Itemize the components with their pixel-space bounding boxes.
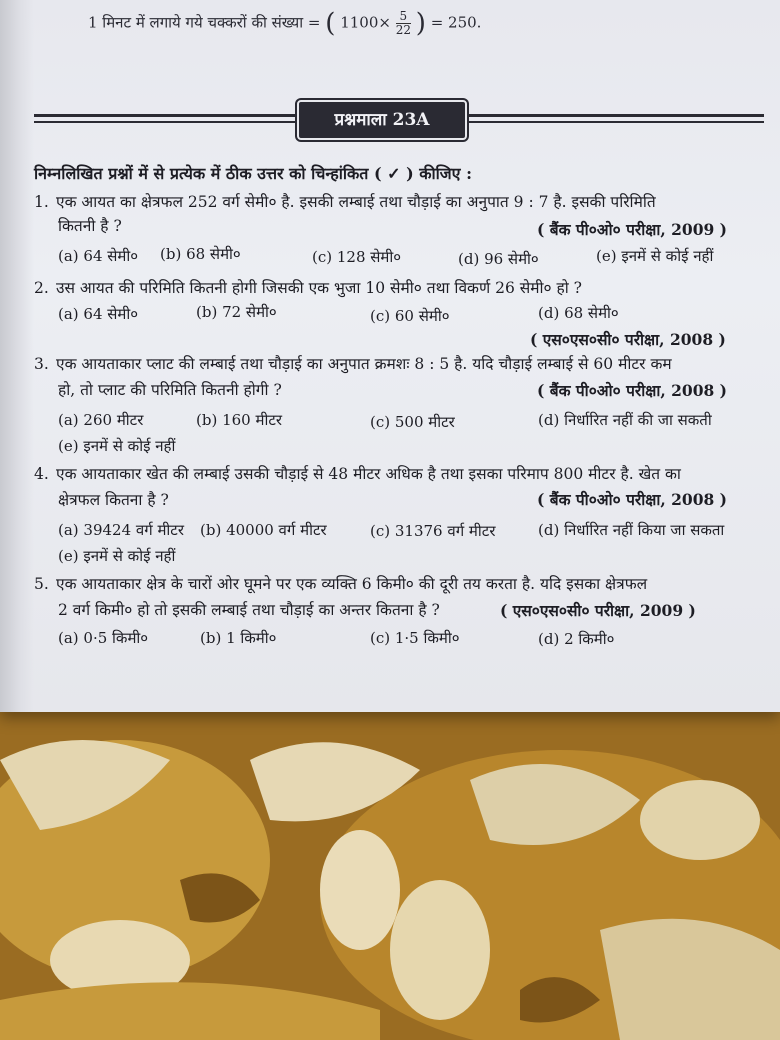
question-text: एक आयताकार खेत की लम्बाई उसकी चौड़ाई से 48 मीटर अधिक है तथा इसका परिमाप 800 मीटर है. खेत का: [56, 465, 681, 483]
q3-option-a: (a) 260 मीटर: [58, 411, 144, 429]
q3-option-b: (b) 160 मीटर: [196, 411, 283, 429]
q2-option-c: (c) 60 सेमी०: [370, 307, 450, 325]
question-number: 3.: [34, 355, 49, 373]
question-4-source: ( बैंक पी०ओ० परीक्षा, 2008 ): [537, 490, 728, 509]
section-title: प्रश्नमाला 23A: [297, 100, 467, 140]
fraction-numerator: 5: [396, 10, 411, 24]
question-5-line-2: 2 वर्ग किमी० हो तो इसकी लम्बाई तथा चौड़ाई का अन्तर कितना है ?: [58, 601, 440, 619]
fraction-denominator: 22: [395, 23, 411, 37]
q5-option-b: (b) 1 किमी०: [200, 629, 277, 647]
question-1-line-1: [34, 192, 656, 212]
question-number: 4.: [34, 465, 49, 483]
solution-factor: 1100×: [340, 13, 391, 32]
question-text: एक आयत का क्षेत्रफल 252 वर्ग सेमी० है. इसकी लम्बाई तथा चौड़ाई का अनुपात 9 : 7 है. इसकी परिमिति: [56, 193, 656, 211]
question-number: 2.: [34, 279, 49, 297]
q1-option-a: (a) 64 सेमी०: [58, 247, 139, 265]
q1-option-d: (d) 96 सेमी०: [458, 250, 539, 268]
question-text: एक आयताकार क्षेत्र के चारों ओर घूमने पर एक व्यक्ति 6 किमी० की दूरी तय करता है. यदि इसका क्षेत्रफल: [56, 575, 648, 593]
question-4-line-2: क्षेत्रफल कितना है ?: [58, 491, 169, 509]
q5-option-a: (a) 0·5 किमी०: [58, 629, 149, 647]
question-1-source: ( बैंक पी०ओ० परीक्षा, 2009 ): [537, 220, 728, 239]
paren-open: (: [325, 8, 336, 39]
question-4-line-1: [34, 464, 681, 484]
q4-option-d: (d) निर्धारित नहीं किया जा सकता: [538, 521, 725, 539]
q4-option-e: (e) इनमें से कोई नहीं: [58, 547, 176, 565]
q3-option-d: (d) निर्धारित नहीं की जा सकती: [538, 411, 712, 429]
previous-solution-line: [88, 10, 481, 37]
q4-option-c: (c) 31376 वर्ग मीटर: [370, 522, 496, 540]
solution-result: = 250.: [430, 13, 482, 32]
q3-option-c: (c) 500 मीटर: [370, 413, 455, 431]
q2-option-a: (a) 64 सेमी०: [58, 305, 139, 323]
q5-option-d: (d) 2 किमी०: [538, 630, 615, 648]
question-3-line-1: [34, 354, 672, 374]
question-3-line-2: हो, तो प्लाट की परिमिति कितनी होगी ?: [58, 381, 282, 399]
q1-option-e: (e) इनमें से कोई नहीं: [596, 247, 714, 265]
q2-option-d: (d) 68 सेमी०: [538, 304, 619, 322]
question-number: 5.: [34, 575, 49, 593]
q1-option-b: (b) 68 सेमी०: [160, 245, 241, 263]
question-text: एक आयताकार प्लाट की लम्बाई तथा चौड़ाई का अनुपात क्रमशः 8 : 5 है. यदि चौड़ाई लम्बाई से 60 मीटर कम: [56, 355, 672, 373]
question-5-line-1: [34, 574, 647, 594]
question-3-source: ( बैंक पी०ओ० परीक्षा, 2008 ): [537, 381, 728, 400]
q5-option-c: (c) 1·5 किमी०: [370, 629, 460, 647]
question-number: 1.: [34, 193, 49, 211]
question-2-source: ( एस०एस०सी० परीक्षा, 2008 ): [530, 330, 726, 349]
question-text: उस आयत की परिमिति कितनी होगी जिसकी एक भुजा 10 सेमी० तथा विकर्ण 26 सेमी० हो ?: [56, 279, 582, 297]
q4-option-b: (b) 40000 वर्ग मीटर: [200, 521, 327, 539]
question-5-source: ( एस०एस०सी० परीक्षा, 2009 ): [500, 601, 696, 620]
solution-text: 1 मिनट में लगाये गये चक्करों की संख्या =: [88, 13, 321, 32]
page-binding-shadow: [0, 0, 34, 712]
instruction-text: निम्नलिखित प्रश्नों में से प्रत्येक में ठीक उत्तर को चिन्हांकित ( ✓ ) कीजिए :: [34, 164, 473, 183]
solution-fraction: [396, 10, 411, 37]
paren-close: ): [415, 8, 426, 39]
q3-option-e: (e) इनमें से कोई नहीं: [58, 437, 176, 455]
q4-option-a: (a) 39424 वर्ग मीटर: [58, 521, 185, 539]
question-2-line-1: [34, 278, 582, 298]
q1-option-c: (c) 128 सेमी०: [312, 248, 402, 266]
question-1-line-2: कितनी है ?: [58, 217, 122, 235]
q2-option-b: (b) 72 सेमी०: [196, 303, 277, 321]
